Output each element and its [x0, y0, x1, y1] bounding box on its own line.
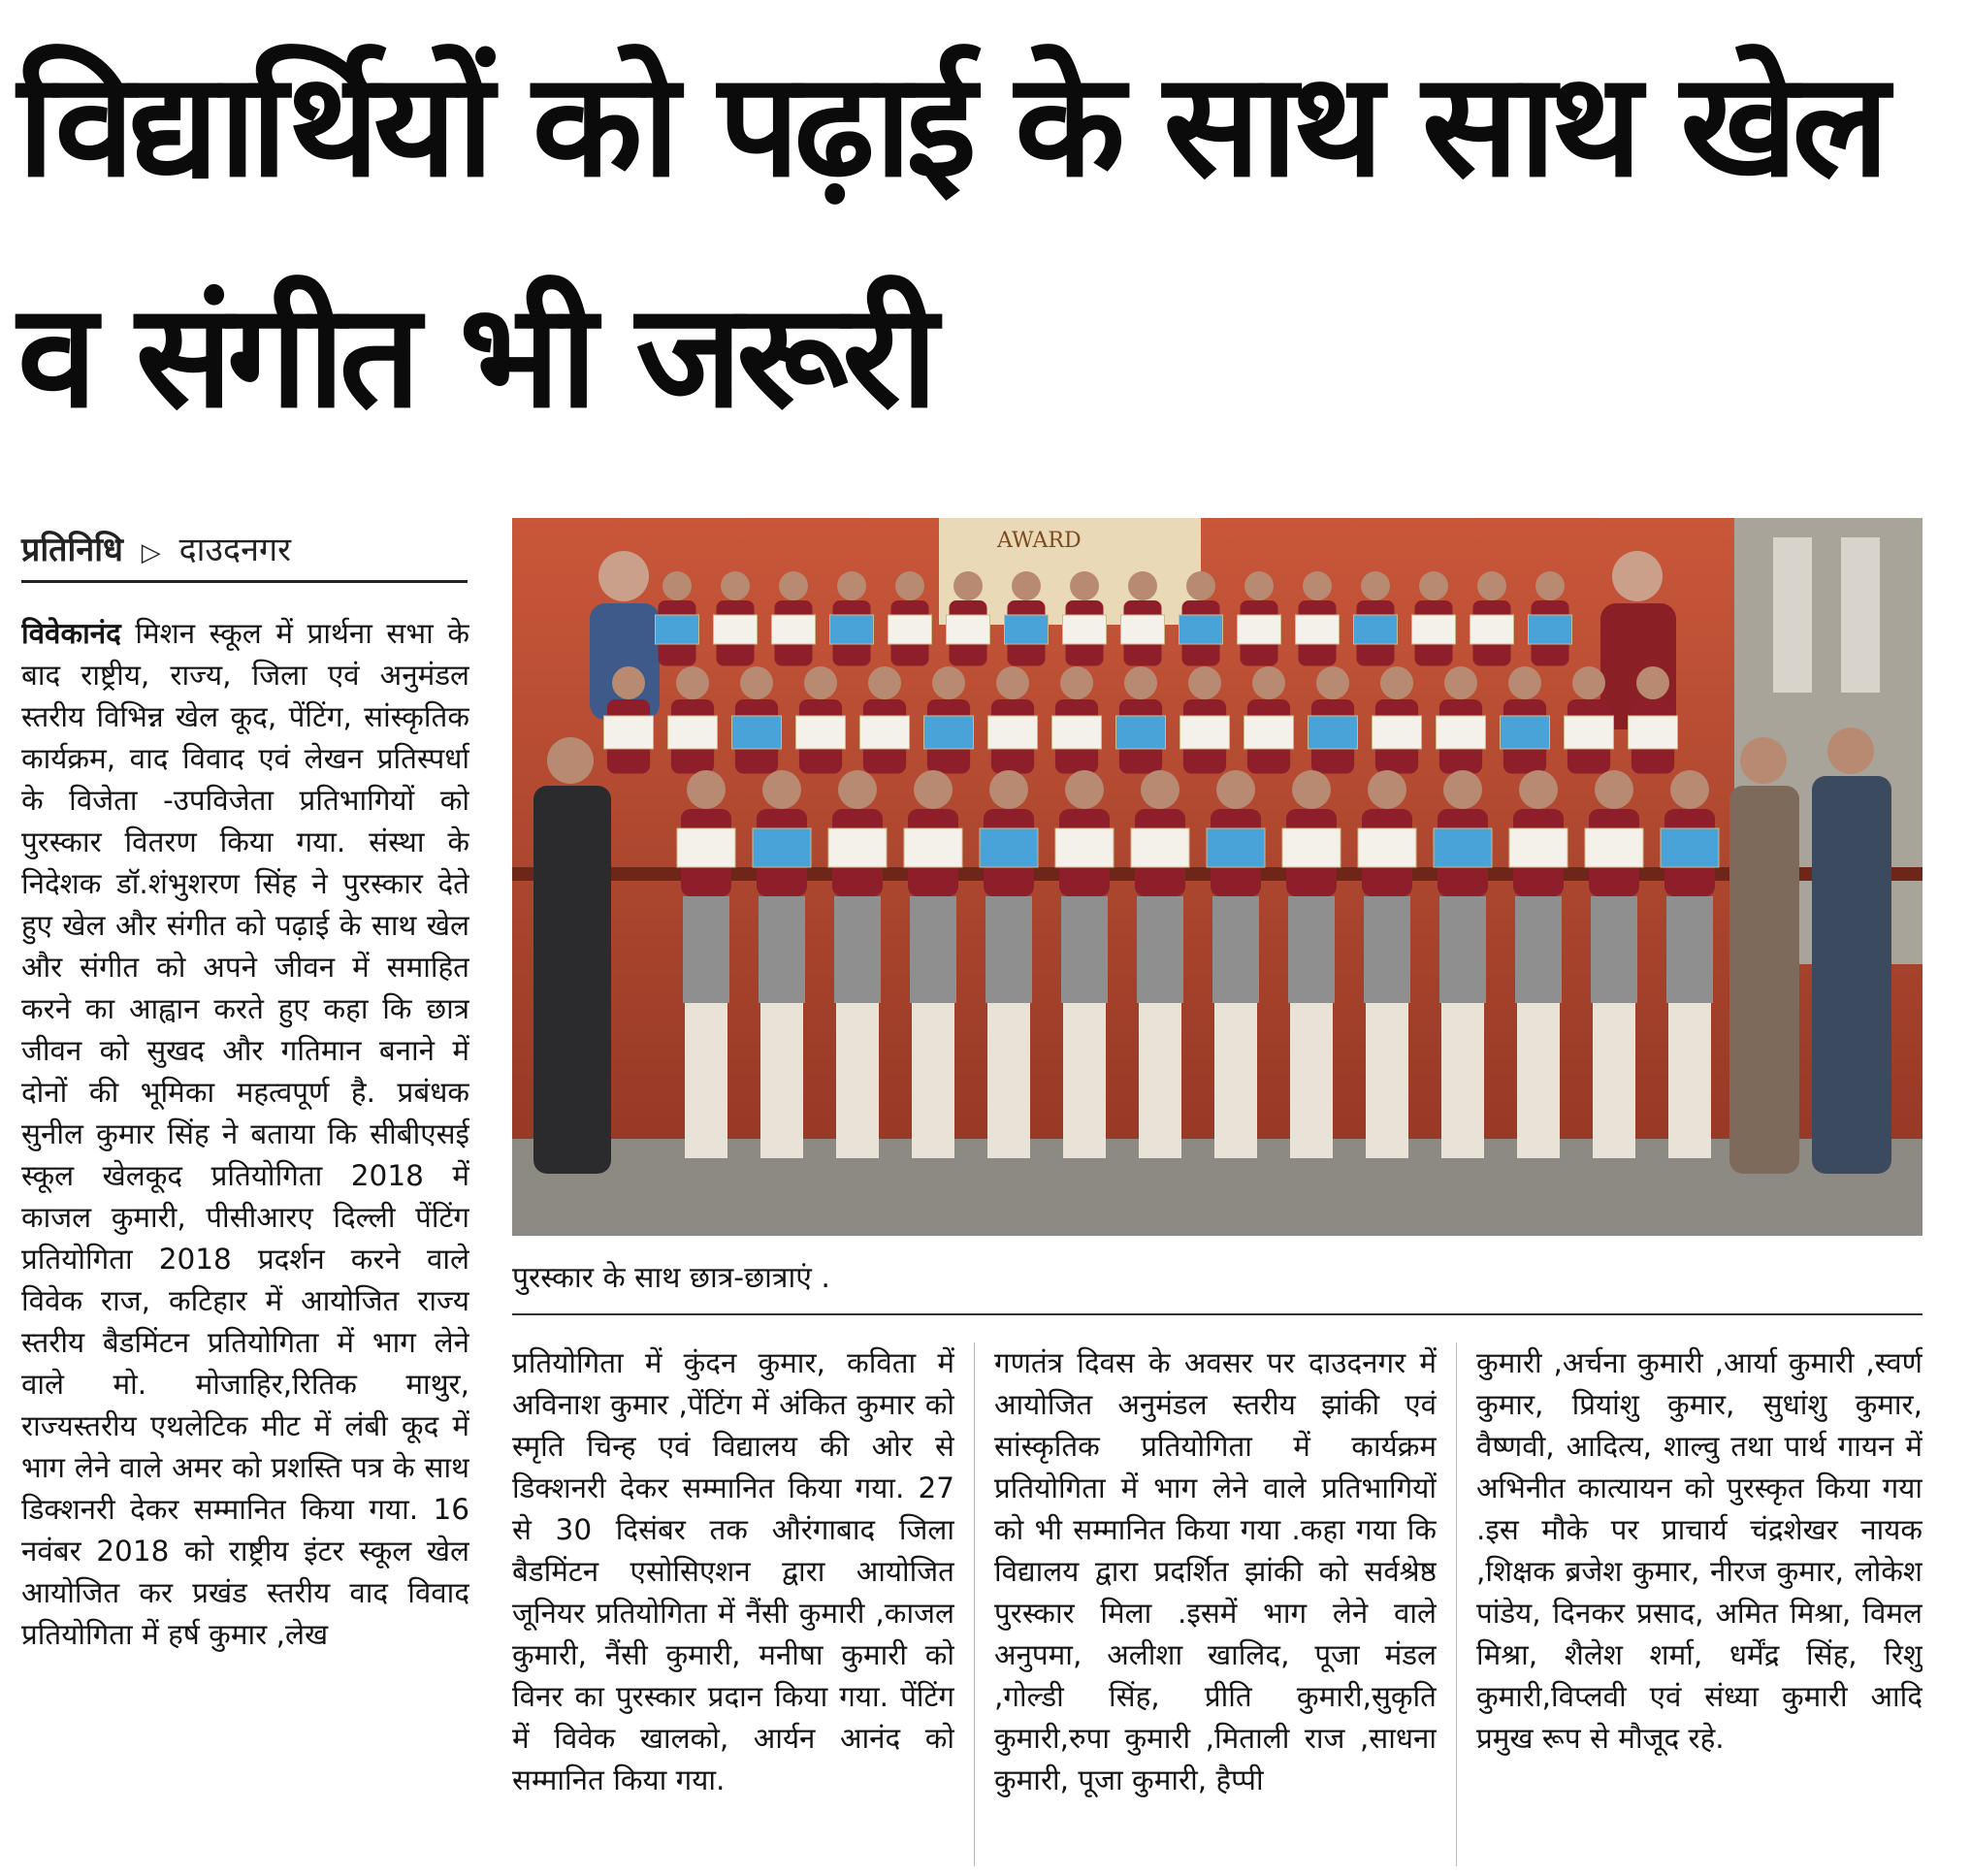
certificate [1121, 615, 1165, 644]
caption-divider [512, 1313, 1923, 1315]
student-head [662, 571, 692, 600]
student-skirt [1137, 896, 1183, 1003]
certificate [796, 716, 846, 749]
certificate [732, 716, 782, 749]
student-salwar [836, 1003, 879, 1158]
student-skirt [1212, 896, 1259, 1003]
student-head [1186, 571, 1215, 600]
student-head [1508, 666, 1541, 699]
certificate [668, 716, 718, 749]
certificate [860, 716, 910, 749]
student-head [1572, 666, 1605, 699]
student-head [1216, 770, 1255, 809]
certificate [772, 615, 816, 644]
student-head [1070, 571, 1099, 600]
adult-body [1812, 776, 1891, 1174]
certificate [980, 828, 1038, 867]
student-salwar [1290, 1003, 1333, 1158]
student-salwar [1214, 1003, 1257, 1158]
student-head [1380, 666, 1413, 699]
student-salwar [987, 1003, 1030, 1158]
certificate [1529, 615, 1572, 644]
student-head [996, 666, 1029, 699]
student-salwar [685, 1003, 727, 1158]
student-head [1636, 666, 1669, 699]
certificate [1244, 716, 1294, 749]
article-column-3: गणतंत्र दिवस के अवसर पर दाउदनगर में आयोजित अनुमंडल स्तरीय झांकी एवं सांस्कृतिक प्रतियोगिता में कार्यक्रम प्रतियोगिता में भाग लेने वाले प्रतिभागियों को भी सम्मानित किया गया .कहा गया कि विद्यालय द्वारा प्रदर्शित झांकी को सर्वश्रेष्ठ पुरस्कार मिला .इसमें भाग लेने वाले अनुपमा, अलीशा खालिद, पूजा मंडल ,गोल्डी सिंह, प्रीति कुमारी,सुकृति कुमारी,रुपा कुमारी ,मिताली राज ,साधना कुमारी, पूजा कुमारी, हैप्पी [994, 1346, 1437, 1796]
student-skirt [759, 896, 805, 1003]
certificate [604, 716, 654, 749]
student-salwar [760, 1003, 803, 1158]
student-salwar [1063, 1003, 1106, 1158]
student-head [612, 666, 645, 699]
student-head [932, 666, 965, 699]
certificate [1437, 716, 1486, 749]
adult-head [1827, 728, 1874, 774]
group-photo-illustration [512, 518, 1923, 1236]
certificate [656, 615, 699, 644]
student-head [779, 571, 808, 600]
certificate [1055, 828, 1114, 867]
adult-body [1729, 786, 1799, 1174]
certificate [1509, 828, 1567, 867]
student-head [804, 666, 837, 699]
certificate [1238, 615, 1281, 644]
certificate [1063, 615, 1107, 644]
student-salwar [1668, 1003, 1711, 1158]
student-skirt [1364, 896, 1410, 1003]
certificate [1179, 615, 1223, 644]
column-1-text: मिशन स्कूल में प्रार्थना सभा के बाद राष्ट्रीय, राज्य, जिला एवं अनुमंडल स्तरीय विभिन्न खेल कूद, पेंटिंग, सांस्कृतिक कार्यक्रम, वाद विवाद एवं लेखन प्रतिस्पर्धा के विजेता -उपविजेता प्रतिभागियों को पुरस्कार वितरण किया गया. संस्था के निदेशक डॉ.शंभुशरण सिंह ने पुरस्कार देते हुए खेल और संगीत को पढ़ाई के साथ खेल और संगीत को अपने जीवन में समाहित करने का आह्वान करते हुए कहा कि छात्र जीवन को सुखद और गतिमान बनाने में दोनों की भूमिका महत्वपूर्ण है. प्रबंधक सुनील कुमार सिंह ने बताया कि सीबीएसई स्कूल खेलकूद प्रतियोगिता 2018 में काजल कुमारी, पीसीआरए दिल्ली पेंटिंग प्रतियोगिता 2018 प्रदर्शन करने वाले विवेक राज, कटिहार में आयोजित राज्य स्तरीय बैडमिंटन प्रतियोगिता में भाग लेने वाले मो. मोजाहिर,रितिक माथुर, राज्यस्तरीय एथलेटिक मीट में लंबी कूद में भाग लेने वाले अमर को प्रशस्ति पत्र के साथ डिक्शनरी देकर सम्मानित किया गया. 16 नवंबर 2018 को राष्ट्रीय इंटर स्कूल खेल आयोजित कर प्रखंड स्तरीय वाद विवाद प्रतियोगिता में हर्ष कुमार ,लेख [21, 617, 469, 1651]
byline [21, 520, 468, 583]
certificate [1354, 615, 1398, 644]
student-head [1012, 571, 1041, 600]
student-skirt [1288, 896, 1335, 1003]
student-skirt [986, 896, 1032, 1003]
byline-arrow-icon: ▷ [141, 538, 161, 567]
certificate [1629, 716, 1678, 749]
student-skirt [1061, 896, 1108, 1003]
student-head [1519, 770, 1558, 809]
student-skirt [910, 896, 956, 1003]
award-banner-text: AWARD [997, 529, 1082, 553]
certificate [904, 828, 962, 867]
certificate [830, 615, 874, 644]
certificate [1470, 615, 1514, 644]
certificate [988, 716, 1038, 749]
student-salwar [1366, 1003, 1408, 1158]
student-head [740, 666, 773, 699]
certificate [1501, 716, 1550, 749]
certificate [1296, 615, 1340, 644]
student-head [1141, 770, 1179, 809]
adult-body [533, 786, 611, 1174]
student-head [762, 770, 801, 809]
student-head [1124, 666, 1157, 699]
student-head [953, 571, 983, 600]
certificate [1180, 716, 1230, 749]
student-skirt [1439, 896, 1486, 1003]
article-column-2: प्रतियोगिता में कुंदन कुमार, कविता में अविनाश कुमार ,पेंटिंग में अंकित कुमार को स्मृति चिन्ह एवं विद्यालय की ओर से डिक्शनरी देकर सम्मानित किया गया. 27 से 30 दिसंबर तक औरंगाबाद जिला बैडमिंटन एसोसिएशन द्वारा आयोजित जूनियर प्रतियोगिता में नैंसी कुमारी ,काजल कुमारी, नैंसी कुमारी, मनीषा कुमारी को विनर का पुरस्कार प्रदान किया गया. पेंटिंग में विवेक खालको, आर्यन आनंद को सम्मानित किया गया. [512, 1346, 954, 1796]
certificate [1282, 828, 1341, 867]
certificate [1585, 828, 1643, 867]
student-salwar [1139, 1003, 1181, 1158]
student-head [1303, 571, 1332, 600]
certificate [1412, 615, 1456, 644]
student-head [1060, 666, 1093, 699]
student-head [1535, 571, 1565, 600]
student-head [895, 571, 924, 600]
student-head [687, 770, 726, 809]
certificate [1434, 828, 1492, 867]
student-skirt [1515, 896, 1562, 1003]
student-head [1252, 666, 1285, 699]
student-head [1368, 770, 1406, 809]
student-skirt [1666, 896, 1713, 1003]
student-skirt [683, 896, 729, 1003]
student-head [1065, 770, 1104, 809]
certificate [1309, 716, 1358, 749]
student-head [989, 770, 1028, 809]
certificate [1661, 828, 1719, 867]
student-head [1361, 571, 1390, 600]
certificate [753, 828, 811, 867]
adult-head [1740, 737, 1787, 784]
byline-place: दाउदनगर [178, 531, 292, 569]
column-divider [974, 1342, 975, 1866]
certificate [889, 615, 932, 644]
column-divider [1456, 1342, 1457, 1866]
student-head [914, 770, 953, 809]
student-head [1444, 666, 1477, 699]
certificate [1005, 615, 1049, 644]
student-head [1419, 571, 1448, 600]
certificate [1358, 828, 1416, 867]
certificate [947, 615, 990, 644]
headline: विद्यार्थियों को पढ़ाई के साथ साथ खेल व संगीत भी जरूरी [17, 42, 1884, 439]
student-head [868, 666, 901, 699]
student-skirt [1591, 896, 1637, 1003]
article-column-1 [21, 613, 469, 1864]
student-salwar [912, 1003, 954, 1158]
certificate [1052, 716, 1102, 749]
student-skirt [834, 896, 881, 1003]
certificate [1207, 828, 1265, 867]
student-salwar [1441, 1003, 1484, 1158]
student-head [1244, 571, 1274, 600]
student-head [721, 571, 750, 600]
student-salwar [1593, 1003, 1635, 1158]
student-head [837, 571, 866, 600]
adult-head [547, 737, 594, 784]
student-head [1595, 770, 1633, 809]
certificate [1131, 828, 1189, 867]
certificate [828, 828, 887, 867]
group-photo [512, 518, 1923, 1236]
certificate [1373, 716, 1422, 749]
certificate [1565, 716, 1614, 749]
student-head [838, 770, 877, 809]
certificate [1116, 716, 1166, 749]
photo-caption: पुरस्कार के साथ छात्र-छात्राएं . [512, 1261, 830, 1295]
student-head [1128, 571, 1157, 600]
article-column-4: कुमारी ,अर्चना कुमारी ,आर्या कुमारी ,स्वर्ण कुमार, प्रियांशु कुमार, सुधांशु कुमार, वैष्णवी, आदित्य, शाल्वु तथा पार्थ गायन में अभिनीत कात्यायन को पुरस्कृत किया गया .इस मौके पर प्राचार्य चंद्रशेखर नायक ,शिक्षक ब्रजेश कुमार, नीरज कुमार, लोकेश पांडेय, दिनकर प्रसाद, अमित मिश्रा, विमल मिश्रा, शैलेश शर्मा, धर्मेंद्र सिंह, रिशु कुमारी,विप्लवी एवं संध्या कुमारी आदि प्रमुख रूप से मौजूद रहे. [1476, 1346, 1923, 1755]
student-head [1316, 666, 1349, 699]
certificate [677, 828, 735, 867]
student-head [676, 666, 709, 699]
byline-reporter: प्रतिनिधि [21, 531, 123, 569]
student-salwar [1517, 1003, 1560, 1158]
certificate [924, 716, 974, 749]
certificate [714, 615, 758, 644]
lead-word: विवेकानंद [21, 617, 121, 650]
student-head [1292, 770, 1331, 809]
student-head [1670, 770, 1709, 809]
student-head [1188, 666, 1221, 699]
student-head [1477, 571, 1506, 600]
student-head [1443, 770, 1482, 809]
